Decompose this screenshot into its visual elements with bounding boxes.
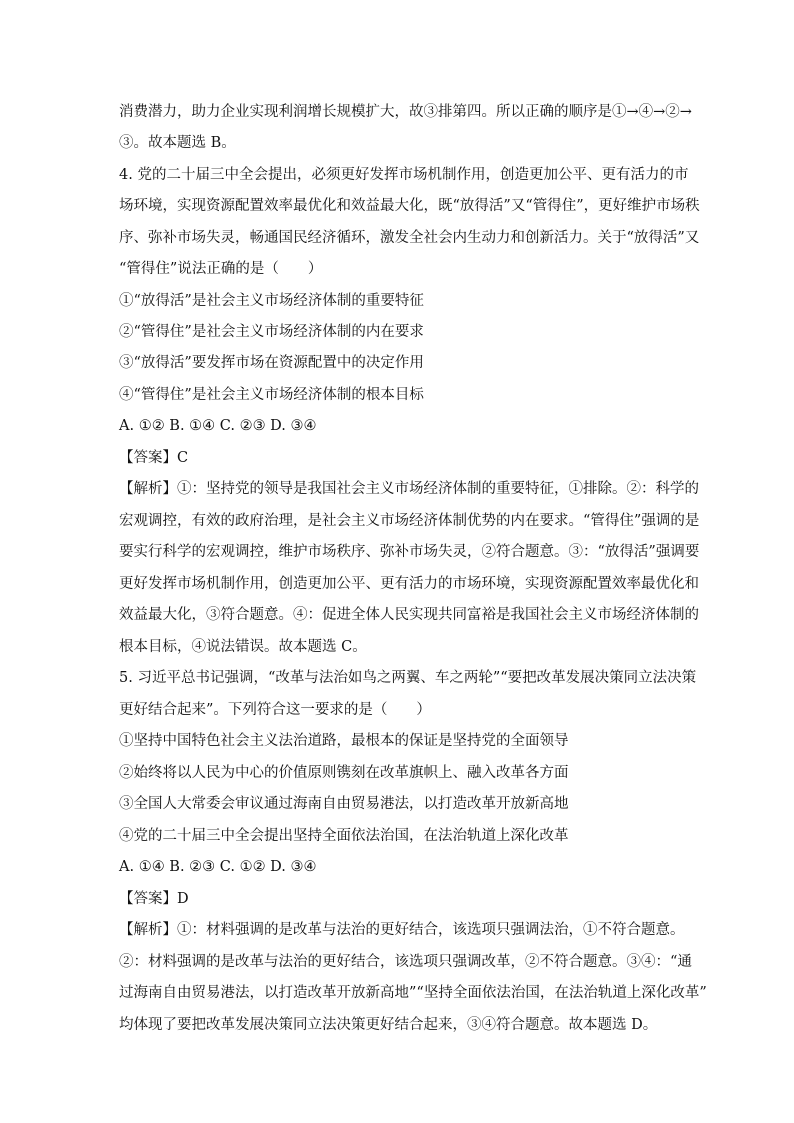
text-line: 消费潜力，助力企业实现利润增长规模扩大，故③排第四。所以正确的顺序是①→④→②→ — [119, 104, 692, 120]
text-line: “管得住”说法正确的是（ ） — [119, 261, 323, 277]
option-statement: ④“管得住”是社会主义市场经济体制的根本目标 — [119, 387, 424, 403]
analysis-text: 【解析】①：坚持党的领导是我国社会主义市场经济体制的重要特征，①排除。②：科学的 — [119, 481, 699, 497]
text-line: 更好结合起来”。下列符合这一要求的是（ ） — [119, 702, 431, 718]
option-statement: ④党的二十届三中全会提出坚持全面依法治国，在法治轨道上深化改革 — [119, 828, 569, 844]
analysis-text: 均体现了要把改革发展决策同立法决策更好结合起来，③④符合题意。故本题选 D。 — [119, 1017, 658, 1033]
option-statement: ①坚持中国特色社会主义法治道路，最根本的保证是坚持党的全面领导 — [119, 733, 569, 749]
text-line: ③。故本题选 B。 — [119, 135, 236, 151]
option-statement: ③全国人大常委会审议通过海南自由贸易港法，以打造改革开放新高地 — [119, 796, 569, 812]
answer-choices: A. ①④ B. ②③ C. ①② D. ③④ — [119, 859, 317, 875]
text-line: 场环境，实现资源配置效率最优化和效益最大化，既“放得活”又“管得住”，更好维护市场秩 — [119, 198, 700, 214]
analysis-text: ②：材料强调的是改革与法治的更好结合，该选项只强调改革，②不符合题意。③④：“通 — [119, 954, 692, 970]
option-statement: ③“放得活”要发挥市场在资源配置中的决定作用 — [119, 355, 424, 371]
analysis-text: 要实行科学的宏观调控，维护市场秩序、弥补市场失灵，②符合题意。③：“放得活”强调要 — [119, 544, 700, 560]
analysis-text: 更好发挥市场机制作用，创造更加公平、更有活力的市场环境，实现资源配置效率最优化和 — [119, 576, 699, 592]
text-line: 序、弥补市场失灵，畅通国民经济循环，激发全社会内生动力和创新活力。关于“放得活”又 — [119, 230, 700, 246]
analysis-text: 【解析】①：材料强调的是改革与法治的更好结合，该选项只强调法治，①不符合题意。 — [119, 922, 685, 938]
analysis-text: 过海南自由贸易港法，以打造改革开放新高地”“坚持全面依法治国，在法治轨道上深化改革” — [119, 985, 707, 1001]
answer-label: 【答案】D — [119, 891, 189, 907]
analysis-text: 宏观调控，有效的政府治理，是社会主义市场经济体制优势的内在要求。“管得住”强调的是 — [119, 513, 700, 529]
question-4-stem: 4. 党的二十届三中全会提出，必须更好发挥市场机制作用，创造更加公平、更有活力的市 — [119, 167, 689, 183]
option-statement: ②“管得住”是社会主义市场经济体制的内在要求 — [119, 324, 424, 340]
analysis-text: 根本目标，④说法错误。故本题选 C。 — [119, 639, 367, 655]
option-statement: ①“放得活”是社会主义市场经济体制的重要特征 — [119, 293, 424, 309]
option-statement: ②始终将以人民为中心的价值原则镌刻在改革旗帜上、融入改革各方面 — [119, 765, 569, 781]
answer-choices: A. ①② B. ①④ C. ②③ D. ③④ — [119, 418, 317, 434]
answer-label: 【答案】C — [119, 450, 189, 466]
analysis-text: 效益最大化，③符合题意。④：促进全体人民实现共同富裕是我国社会主义市场经济体制的 — [119, 607, 699, 623]
question-5-stem: 5. 习近平总书记强调，“改革与法治如鸟之两翼、车之两轮”“要把改革发展决策同立法决策 — [119, 670, 697, 686]
